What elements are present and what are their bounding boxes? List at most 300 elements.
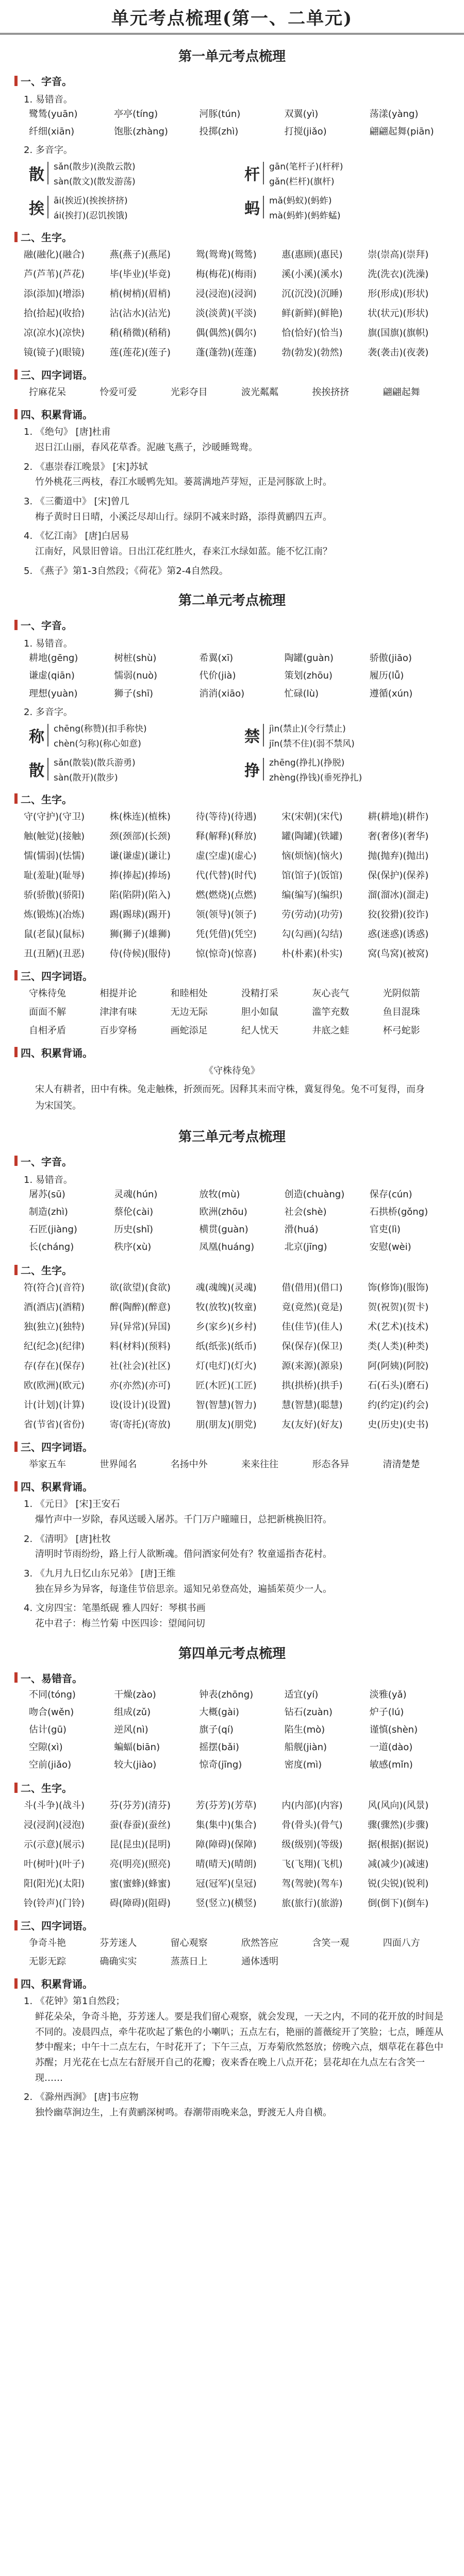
character-item: 陷(陷阱)(陷入)	[109, 889, 171, 901]
character-item: 梅(梅花)(梅雨)	[195, 269, 257, 280]
character-item: 减(减少)(减速)	[368, 1859, 429, 1870]
polyphone-reading: gān(笔杆子)(杆秤)	[269, 162, 343, 173]
idiom-item: 清清楚楚	[383, 1459, 420, 1470]
recitation-text: 梅子黄时日日晴，小溪泛尽却山行。绿阴不减来时路，添得黄鹂四五声。	[35, 511, 332, 522]
pinyin-item: 履历(lǚ)	[369, 670, 404, 682]
subsection-title: 1. 易错音。	[24, 1174, 73, 1185]
pinyin-item: 制造(zhì)	[29, 1206, 68, 1217]
polyphone-readings	[54, 159, 136, 187]
idiom-item: 举家五车	[29, 1459, 66, 1470]
character-item: 谦(谦虚)(谦让)	[109, 850, 171, 861]
recitation-heading: 2. 《清明》 [唐]杜牧	[24, 1533, 111, 1545]
character-item: 耕(耕地)(耕作)	[368, 811, 429, 822]
idiom-item: 名扬中外	[170, 1459, 208, 1470]
polyphone-readings	[54, 193, 128, 221]
idiom-item: 相提并论	[100, 988, 137, 999]
character-item: 袭(袭击)(夜袭)	[368, 347, 429, 359]
recitation-item	[24, 494, 450, 524]
character-item: 芳(芬芳)(芳草)	[195, 1800, 257, 1811]
character-item: 佳(佳节)(佳人)	[281, 1321, 343, 1333]
character-item: 旅(旅行)(旅游)	[281, 1898, 343, 1909]
character-item: 溪(小溪)(溪水)	[281, 269, 343, 280]
character-item: 淡(淡黄)(平淡)	[195, 308, 257, 319]
pinyin-item: 安慰(wèi)	[369, 1242, 411, 1253]
character-item: 恰(恰好)(恰当)	[281, 328, 343, 339]
character-item: 浸(浸润)(浸泡)	[24, 1820, 85, 1831]
section-title-text: 四、积累背诵。	[21, 1481, 93, 1494]
character-item: 贺(祝贺)(贺卡)	[368, 1302, 429, 1313]
character-item: 障(障碍)(保障)	[195, 1839, 257, 1851]
character-item: 拱(拱桥)(拱手)	[281, 1380, 343, 1392]
polyphone-readings	[269, 193, 341, 221]
character-item: 据(根据)(据说)	[368, 1839, 429, 1851]
recitation-heading: 2. 《惠崇春江晚景》 [宋]苏轼	[24, 461, 148, 472]
character-item: 惑(迷惑)(诱惑)	[368, 928, 429, 940]
recitation-text: 鲜花朵朵，争奇斗艳，芬芳迷人。要是我们留心观察，就会发现，一天之内，不同的花开放的时间是不同的。凌晨四点，牵牛花吹起了紫色的小喇叭；五点左右，艳丽的蔷薇绽开了笑脸；七点，睡莲从梦中醒来；中午十二点左右，午时花开了；下午三点，万寿菊欣然怒放；傍晚六点，烟草花在暮色中苏醒；月光花在七点左右舒展开自己的花瓣；夜来香在晚上八点开花；昙花却在九点左右含笑一现……	[35, 2011, 443, 2083]
recitation-heading: 5. 《燕子》第1-3自然段；《荷花》第2-4自然段。	[24, 565, 228, 577]
character-grid	[24, 1798, 450, 1909]
character-item: 宋(宋朝)(宋代)	[281, 811, 343, 822]
polyphone-reading: sàn(散文)(散发游荡)	[54, 177, 136, 188]
recitation-text: 花中君子：梅兰竹菊 中医四诊：望闻问切	[35, 1618, 205, 1630]
character-item: 恼(烦恼)(恼火)	[281, 850, 343, 861]
recitation-item	[24, 529, 450, 559]
pinyin-item: 双翼(yì)	[284, 109, 319, 120]
section-title	[14, 1918, 450, 1933]
section-title	[14, 406, 450, 421]
pinyin-item: 打搅(jiǎo)	[284, 126, 327, 138]
unit-title: 第一单元考点梳理	[178, 49, 286, 64]
section-marker	[14, 1442, 18, 1452]
character-item: 集(集中)(集合)	[195, 1820, 257, 1831]
idiom-item: 争奇斗艳	[29, 1938, 66, 1949]
polyphone-readings	[54, 721, 147, 749]
character-item: 勃(勃发)(勃然)	[281, 347, 343, 359]
character-grid	[24, 809, 450, 960]
character-item: 饰(修饰)(服饰)	[368, 1282, 429, 1294]
character-item: 窝(鸟窝)(被窝)	[368, 948, 429, 959]
character-item: 石(石头)(磨石)	[368, 1380, 429, 1392]
idiom-item: 留心观察	[170, 1938, 208, 1949]
pinyin-item: 组成(zǔ)	[114, 1706, 151, 1718]
pinyin-item: 陷生(mò)	[284, 1724, 325, 1735]
idiom-item: 守株待兔	[29, 988, 66, 999]
pinyin-item: 陶罐(guàn)	[284, 653, 334, 664]
pinyin-item: 钻石(zuàn)	[284, 1706, 333, 1718]
character-item: 守(守护)(守卫)	[24, 811, 85, 822]
character-item: 骄(骄傲)(骄阳)	[24, 889, 85, 901]
character-item: 社(社会)(社区)	[109, 1361, 171, 1372]
section-title-text: 三、四字词语。	[21, 1441, 93, 1454]
idiom-item: 杯弓蛇影	[383, 1025, 420, 1036]
section-marker	[14, 1265, 18, 1275]
character-item: 设(设计)(设置)	[109, 1400, 171, 1411]
pinyin-item: 代价(jià)	[199, 670, 236, 682]
character-item: 叶(树叶)(叶子)	[24, 1859, 85, 1870]
pinyin-item: 吻合(wěn)	[29, 1706, 74, 1718]
pinyin-item: 适宜(yí)	[284, 1689, 319, 1700]
pinyin-item: 空前(jiǎo)	[29, 1759, 72, 1771]
pinyin-item: 旗子(qí)	[199, 1724, 234, 1735]
idiom-item: 四面八方	[383, 1938, 420, 1949]
pinyin-item: 空隙(xì)	[29, 1741, 63, 1753]
pinyin-item: 密度(mì)	[284, 1759, 322, 1771]
character-item: 保(保存)(保卫)	[281, 1341, 343, 1352]
pinyin-item: 河豚(tún)	[199, 109, 241, 120]
idiom-grid	[29, 1457, 450, 1470]
character-item: 碍(障碍)(阻碍)	[109, 1898, 171, 1909]
character-item: 纪(纪念)(纪律)	[24, 1341, 85, 1352]
polyphone-reading: zhèng(挣钱)(垂死挣扎)	[269, 772, 362, 783]
character-item: 添(添加)(增添)	[24, 289, 85, 300]
section-title	[14, 1154, 450, 1168]
character-grid	[24, 247, 450, 359]
idiom-item: 芬芳迷人	[100, 1938, 137, 1949]
character-item: 虚(空虚)(虚心)	[195, 850, 257, 861]
character-item: 罐(陶罐)(铁罐)	[281, 831, 343, 842]
polyphone-char: 挣	[244, 758, 264, 781]
pinyin-item: 逆风(nì)	[114, 1724, 148, 1735]
classical-text-title: 《守株待兔》	[204, 1065, 260, 1076]
section-title-text: 二、生字。	[21, 1782, 72, 1795]
page-title: 单元考点梳理(第一、二单元)	[111, 8, 353, 29]
pinyin-item: 石匠(jiàng)	[29, 1224, 77, 1235]
character-item: 友(友好)(好友)	[281, 1419, 343, 1431]
section-title-text: 三、四字词语。	[21, 970, 93, 982]
polyphone-reading: sǎn(散步)(涣散云散)	[54, 162, 136, 173]
recitation-item	[24, 1994, 450, 2086]
polyphone-item	[244, 193, 450, 221]
polyphone-reading: ái(挨打)(忍饥挨饿)	[54, 211, 128, 222]
unit-section	[14, 590, 450, 1114]
section-marker	[14, 232, 18, 242]
pinyin-item: 保存(cún)	[369, 1189, 412, 1200]
character-item: 驾(驾驶)(驾车)	[281, 1878, 343, 1890]
section-title	[14, 1780, 450, 1795]
recitation-heading: 1. 《元日》 [宋]王安石	[24, 1499, 120, 1510]
recitation-text: 迟日江山丽，春风花草香。泥融飞燕子，沙暖睡鸳鸯。	[35, 442, 258, 453]
character-item: 乡(家乡)(乡村)	[195, 1321, 257, 1333]
character-item: 料(材料)(预料)	[109, 1341, 171, 1352]
character-item: 灯(电灯)(灯火)	[195, 1361, 257, 1372]
pinyin-item: 灵魂(hún)	[114, 1189, 158, 1200]
idiom-item: 井底之蛙	[312, 1025, 350, 1036]
character-item: 丑(丑陋)(丑恶)	[24, 948, 85, 959]
section-marker	[14, 76, 18, 86]
subsection-title: 2. 多音字。	[24, 706, 73, 718]
pinyin-item: 摇摆(bǎi)	[199, 1741, 239, 1753]
section-title	[14, 367, 450, 382]
section-title	[14, 1439, 450, 1454]
recitation-text: 竹外桃花三两枝，春江水暖鸭先知。蒌蒿满地芦芽短，正是河豚欲上时。	[35, 477, 332, 488]
pinyin-item: 较大(jiào)	[114, 1759, 157, 1771]
character-item: 触(触觉)(接触)	[24, 831, 85, 842]
polyphone-reading: āi(挨近)(挨挨挤挤)	[54, 196, 128, 207]
recitation-heading: 2. 《滁州西涧》 [唐]韦应物	[24, 2092, 139, 2103]
character-item: 保(保护)(保养)	[368, 870, 429, 881]
character-item: 编(编写)(编织)	[281, 889, 343, 901]
character-item: 毕(毕业)(毕竟)	[109, 269, 171, 280]
character-item: 骨(骨头)(骨气)	[281, 1820, 343, 1831]
recitation-heading: 4. 文房四宝：笔墨纸砚 雅人四好：琴棋书画	[24, 1603, 206, 1614]
character-item: 芬(芬芳)(清芬)	[109, 1800, 171, 1811]
section-title	[14, 73, 450, 88]
polyphone-grid	[29, 721, 450, 783]
character-item: 类(人类)(种类)	[368, 1341, 429, 1352]
recitation-item	[24, 2090, 450, 2120]
classical-text	[35, 1063, 429, 1115]
recitation-heading: 4. 《忆江南》 [唐]白居易	[24, 531, 129, 542]
pinyin-item: 惊奇(jīng)	[199, 1759, 242, 1771]
idiom-item: 百步穿杨	[100, 1025, 137, 1036]
character-item: 炼(锻炼)(冶炼)	[24, 909, 85, 920]
character-item: 燕(燕子)(燕尾)	[109, 249, 171, 261]
character-item: 倒(倒下)(倒车)	[368, 1898, 429, 1909]
character-item: 飞(飞翔)(飞机)	[281, 1859, 343, 1870]
character-item: 凭(凭借)(凭空)	[195, 928, 257, 940]
section-title	[14, 1976, 450, 1991]
section-title	[14, 229, 450, 244]
character-item: 馆(馆子)(饭馆)	[281, 870, 343, 881]
polyphone-readings	[54, 755, 136, 783]
polyphone-readings	[269, 159, 343, 187]
character-item: 莲(莲花)(莲子)	[109, 347, 171, 359]
pinyin-item: 树桩(shù)	[114, 653, 157, 664]
character-item: 待(等待)(待遇)	[195, 811, 257, 822]
idiom-grid	[29, 1936, 450, 1968]
recitation-item	[24, 460, 450, 490]
idiom-item: 含笑一观	[312, 1938, 350, 1949]
pinyin-item: 谨慎(shèn)	[369, 1724, 418, 1735]
character-item: 冠(冠军)(皇冠)	[195, 1878, 257, 1890]
character-item: 昆(昆虫)(昆明)	[109, 1839, 171, 1851]
pinyin-item: 一道(dào)	[369, 1741, 413, 1753]
polyphone-reading: chèn(匀称)(称心如意)	[54, 738, 141, 749]
pinyin-item: 遵循(xún)	[369, 688, 413, 699]
section-marker	[14, 793, 18, 804]
idiom-item: 拧麻花呆	[29, 387, 66, 398]
character-item: 懦(懦弱)(怯懦)	[24, 850, 85, 861]
character-item: 欲(欲望)(食欲)	[109, 1282, 171, 1294]
section-title	[14, 617, 450, 632]
character-item: 铃(铃声)(门铃)	[24, 1898, 85, 1909]
character-item: 沾(沾水)(沾光)	[109, 308, 171, 319]
idiom-item: 没精打采	[241, 988, 278, 999]
pinyin-item: 历史(shǐ)	[114, 1224, 154, 1235]
character-item: 寄(寄托)(寄放)	[109, 1419, 171, 1431]
idiom-item: 面面不解	[29, 1006, 66, 1018]
section-marker	[14, 1481, 18, 1492]
recitation-text: 独在异乡为异客，每逢佳节倍思亲。遥知兄弟登高处，遍插茱萸少一人。	[35, 1583, 332, 1595]
pinyin-item: 淡雅(yǎ)	[369, 1689, 407, 1700]
character-item: 凉(凉水)(凉快)	[24, 328, 85, 339]
section-marker	[14, 1156, 18, 1166]
pinyin-item: 蔡伦(cài)	[114, 1206, 154, 1217]
character-item: 稍(稍微)(稍稍)	[109, 328, 171, 339]
character-item: 符(符合)(音符)	[24, 1282, 85, 1294]
character-item: 勾(勾画)(勾结)	[281, 928, 343, 940]
polyphone-reading: jìn(禁止)(令行禁止)	[269, 723, 346, 734]
character-item: 劳(劳动)(功劳)	[281, 909, 343, 920]
idiom-item: 通体透明	[241, 1956, 278, 1968]
character-item: 史(历史)(史书)	[368, 1419, 429, 1431]
polyphone-item	[244, 159, 450, 187]
pinyin-item: 策划(zhōu)	[284, 670, 333, 682]
character-item: 借(借用)(借口)	[281, 1282, 343, 1294]
pinyin-item: 社会(shè)	[284, 1206, 327, 1217]
character-item: 阿(阿姨)(阿胶)	[368, 1361, 429, 1372]
polyphone-readings	[269, 721, 355, 749]
character-item: 耻(羞耻)(耻辱)	[24, 870, 85, 881]
pinyin-item: 官吏(lì)	[369, 1224, 401, 1235]
subsection-title: 2. 多音字。	[24, 145, 73, 156]
pinyin-item: 希翼(xī)	[199, 653, 234, 664]
idiom-item: 灰心丧气	[312, 988, 350, 999]
pinyin-item: 耕地(gēng)	[29, 653, 78, 664]
character-item: 术(艺术)(技术)	[368, 1321, 429, 1333]
section-title	[14, 791, 450, 806]
polyphone-readings	[269, 755, 362, 783]
polyphone-reading: sàn(散开)(散步)	[54, 772, 118, 783]
character-item: 惠(惠顾)(惠民)	[281, 249, 343, 261]
idiom-item: 纪人忧天	[241, 1025, 278, 1036]
character-item: 溜(溜冰)(溜走)	[368, 889, 429, 901]
section-title-text: 四、积累背诵。	[21, 1978, 93, 1991]
character-item: 沉(沉没)(沉睡)	[281, 289, 343, 300]
character-item: 阳(阳光)(太阳)	[24, 1878, 85, 1890]
character-item: 风(风向)(风景)	[368, 1800, 429, 1811]
character-item: 颈(颈部)(长颈)	[109, 831, 171, 842]
pinyin-item: 狮子(shī)	[114, 688, 154, 699]
section-title-text: 一、字音。	[21, 619, 72, 632]
recitation-text: 江南好，风景旧曾谙。日出江花红胜火，春来江水绿如蓝。能不忆江南？	[35, 546, 332, 557]
pinyin-item: 饱胀(zhàng)	[114, 126, 168, 138]
idiom-item: 画蛇添足	[170, 1025, 208, 1036]
pinyin-item: 石拱桥(gǒng)	[369, 1206, 428, 1217]
section-title-text: 三、四字词语。	[21, 1920, 93, 1933]
pinyin-item: 凤凰(huáng)	[199, 1242, 255, 1253]
idiom-item: 光彩夺目	[170, 387, 208, 398]
pinyin-item: 放牧(mù)	[199, 1189, 240, 1200]
character-item: 抛(抛弃)(抛出)	[368, 850, 429, 861]
character-item: 拾(拾起)(收拾)	[24, 308, 85, 319]
section-title	[14, 1262, 450, 1277]
character-item: 智(智慧)(智力)	[195, 1400, 257, 1411]
character-item: 省(节省)(省份)	[24, 1419, 85, 1431]
pinyin-item: 横贯(guàn)	[199, 1224, 248, 1235]
pinyin-item: 船舰(jiàn)	[284, 1741, 327, 1753]
pinyin-item: 骄傲(jiāo)	[369, 653, 412, 664]
character-item: 牧(放牧)(牧童)	[195, 1302, 257, 1313]
recitation-heading: 3. 《九月九日忆山东兄弟》 [唐]王维	[24, 1568, 176, 1579]
polyphone-reading: gǎn(栏杆)(旗杆)	[269, 177, 335, 188]
polyphone-char: 杆	[244, 162, 264, 184]
polyphone-reading: mǎ(蚂蚁)(蚂蚱)	[269, 196, 332, 207]
pinyin-grid	[29, 652, 450, 700]
section-title	[14, 1479, 450, 1494]
unit-section	[14, 46, 450, 579]
section-title-text: 二、生字。	[21, 1264, 72, 1277]
section-marker	[14, 369, 18, 380]
idiom-item: 滥竽充数	[312, 1006, 350, 1018]
section-title	[14, 968, 450, 983]
character-item: 株(株连)(植株)	[109, 811, 171, 822]
character-item: 洗(洗衣)(洗澡)	[368, 269, 429, 280]
polyphone-grid	[29, 159, 450, 221]
polyphone-item	[29, 755, 234, 783]
polyphone-char: 散	[29, 758, 48, 781]
character-item: 亮(明亮)(照亮)	[109, 1859, 171, 1870]
section-marker	[14, 1783, 18, 1793]
pinyin-item: 欧洲(zhōu)	[199, 1206, 247, 1217]
idiom-item: 确确实实	[100, 1956, 137, 1968]
character-item: 梢(树梢)(眉梢)	[109, 289, 171, 300]
character-item: 醉(陶醉)(醉意)	[109, 1302, 171, 1313]
polyphone-item	[29, 721, 234, 749]
unit-title: 第三单元考点梳理	[178, 1129, 286, 1145]
subsection-title: 1. 易错音。	[24, 638, 73, 650]
character-item: 鲜(新鲜)(鲜艳)	[281, 308, 343, 319]
polyphone-reading: zhēng(挣扎)(挣脱)	[269, 757, 345, 768]
character-item: 惊(惊奇)(惊喜)	[195, 948, 257, 959]
character-item: 内(内部)(内容)	[281, 1800, 343, 1811]
pinyin-item: 荡漾(yàng)	[369, 109, 419, 120]
pinyin-item: 消消(xiāo)	[199, 688, 245, 699]
pinyin-item: 懦弱(nuò)	[114, 670, 158, 682]
character-item: 朋(朋友)(朋党)	[195, 1419, 257, 1431]
character-item: 镜(镜子)(眼镜)	[24, 347, 85, 359]
character-item: 狮(狮子)(雄狮)	[109, 928, 171, 940]
recitation-text: 独怜幽草涧边生，上有黄鹂深树鸣。春潮带雨晚来急，野渡无人舟自横。	[35, 2107, 332, 2118]
character-item: 独(独立)(独特)	[24, 1321, 85, 1333]
character-item: 侍(侍候)(服侍)	[109, 948, 171, 959]
unit-title: 第二单元考点梳理	[178, 593, 286, 609]
recitation-item	[24, 564, 450, 579]
character-item: 慧(智慧)(聪慧)	[281, 1400, 343, 1411]
pinyin-item: 纤细(xiān)	[29, 126, 75, 138]
section-title	[14, 1045, 450, 1060]
section-marker	[14, 1978, 18, 1989]
character-item: 酒(酒店)(酒精)	[24, 1302, 85, 1313]
section-title	[14, 1670, 450, 1685]
character-item: 约(约定)(约会)	[368, 1400, 429, 1411]
polyphone-char: 称	[29, 724, 48, 747]
idiom-item: 形态各异	[312, 1459, 350, 1470]
idiom-item: 胆小如鼠	[241, 1006, 278, 1018]
recitation-item	[24, 1566, 450, 1597]
polyphone-char: 散	[29, 162, 48, 184]
character-item: 代(代替)(时代)	[195, 870, 257, 881]
character-item: 欧(欧洲)(欧元)	[24, 1380, 85, 1392]
character-item: 朴(朴素)(朴实)	[281, 948, 343, 959]
units-container	[14, 46, 450, 2121]
page-header	[0, 0, 464, 35]
polyphone-item	[29, 193, 234, 221]
recitation-heading: 1. 《花钟》第1自然段；	[24, 1996, 125, 2007]
character-item: 芦(芦苇)(芦花)	[24, 269, 85, 280]
section-title-text: 二、生字。	[21, 793, 72, 806]
character-item: 魂(魂魄)(灵魂)	[195, 1282, 257, 1294]
character-item: 狡(狡猾)(狡诈)	[368, 909, 429, 920]
section-title-text: 四、积累背诵。	[21, 409, 93, 421]
section-title-text: 四、积累背诵。	[21, 1046, 93, 1059]
section-marker	[14, 1920, 18, 1930]
idiom-item: 欣然答应	[241, 1938, 278, 1949]
character-grid	[24, 1280, 450, 1431]
polyphone-char: 挨	[29, 196, 48, 218]
character-item: 踢(踢球)(踢开)	[109, 909, 171, 920]
character-item: 计(计划)(计算)	[24, 1400, 85, 1411]
